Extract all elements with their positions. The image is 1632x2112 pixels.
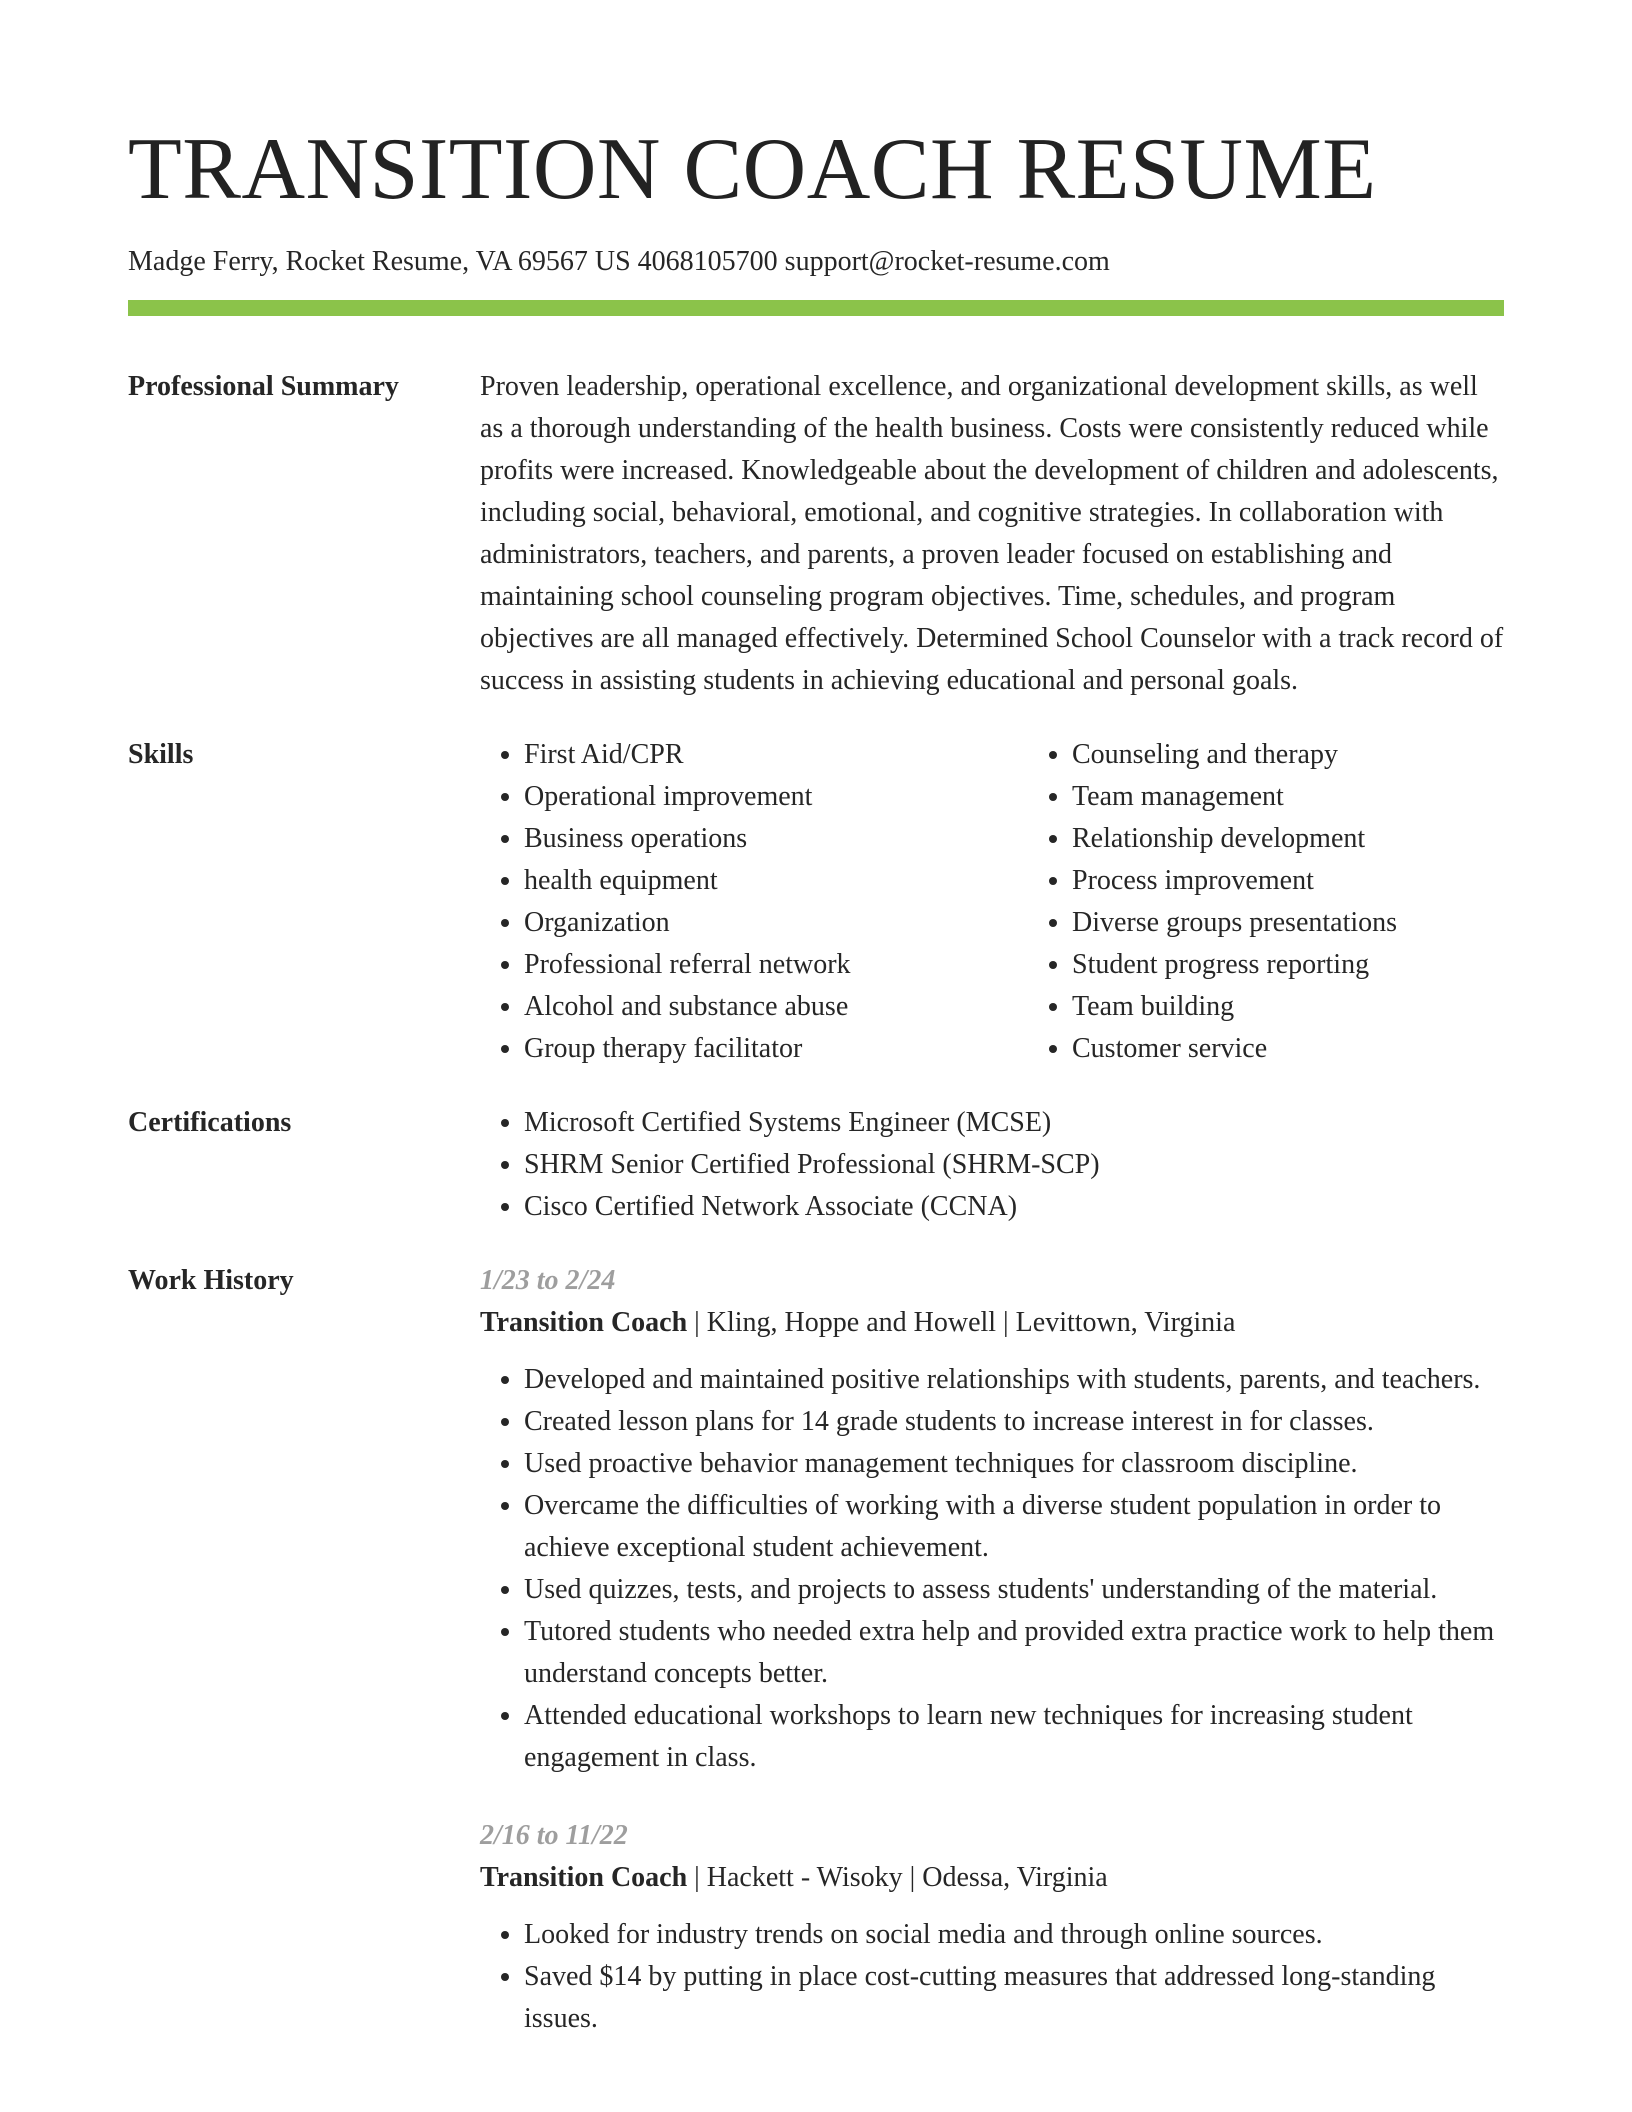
list-item: • Used proactive behavior management techniques for classroom discipline. bbox=[524, 1443, 1504, 1485]
job-dates: 1/23 to 2/24 bbox=[480, 1265, 616, 1296]
list-item: • Looked for industry trends on social media and through online sources. bbox=[524, 1914, 1504, 1956]
list-item: • Counseling and therapy bbox=[1072, 734, 1576, 776]
list-item: • Customer service bbox=[1072, 1028, 1576, 1070]
list-item: • health equipment bbox=[524, 860, 1028, 902]
section-heading-skills: Skills bbox=[128, 739, 194, 770]
job-entry bbox=[480, 1815, 1504, 2040]
skills-section bbox=[128, 734, 1504, 1070]
list-item: • Alcohol and substance abuse bbox=[524, 986, 1028, 1028]
certifications-list bbox=[480, 1102, 1504, 1228]
job-role: Transition Coach bbox=[480, 1862, 688, 1893]
job-bullets bbox=[480, 1914, 1504, 2040]
list-item: • SHRM Senior Certified Professional (SHRM-SCP) bbox=[524, 1144, 1504, 1186]
summary-text: Proven leadership, operational excellence, and organizational development skills, as well as a thorough understanding of the health business. Costs were consistently reduced while profits were increased. Knowledgeable about the development of children and adolescents, including social, behavioral, emotional, and cognitive strategies. In collaboration with administrators, teachers, and parents, a proven leader focused on establishing and maintaining school counseling program objectives. Time, schedules, and program objectives are all managed effectively. Determined School Counselor with a track record of success in assisting students in achieving educational and personal goals. bbox=[480, 371, 1504, 696]
certifications-section bbox=[128, 1102, 1504, 1228]
list-item: • Tutored students who needed extra help and provided extra practice work to help them understand concepts better. bbox=[524, 1611, 1504, 1695]
list-item: • Diverse groups presentations bbox=[1072, 902, 1576, 944]
list-item: • Business operations bbox=[524, 818, 1028, 860]
list-item: • Overcame the difficulties of working with a diverse student population in order to achieve exceptional student achievement. bbox=[524, 1485, 1504, 1569]
skills-list-right bbox=[1028, 734, 1576, 1070]
list-item: • Microsoft Certified Systems Engineer (MCSE) bbox=[524, 1102, 1504, 1144]
list-item: • Team management bbox=[1072, 776, 1576, 818]
job-bullets bbox=[480, 1359, 1504, 1779]
job-role: Transition Coach bbox=[480, 1307, 688, 1338]
job-dates: 2/16 to 11/22 bbox=[480, 1820, 628, 1851]
list-item: • Process improvement bbox=[1072, 860, 1576, 902]
list-item: • Saved $14 by putting in place cost-cutting measures that addressed long-standing issues. bbox=[524, 1956, 1504, 2040]
list-item: • Created lesson plans for 14 grade students to increase interest in for classes. bbox=[524, 1401, 1504, 1443]
job-employer-location: | Hackett - Wisoky | Odessa, Virginia bbox=[687, 1862, 1108, 1893]
contact-line: Madge Ferry, Rocket Resume, VA 69567 US 4068105700 support@rocket-resume.com bbox=[128, 246, 1110, 277]
list-item: • Attended educational workshops to learn new techniques for increasing student engagement in class. bbox=[524, 1695, 1504, 1779]
list-item: • Group therapy facilitator bbox=[524, 1028, 1028, 1070]
section-heading-summary: Professional Summary bbox=[128, 371, 399, 402]
list-item: • Team building bbox=[1072, 986, 1576, 1028]
job-employer-location: | Kling, Hoppe and Howell | Levittown, Virginia bbox=[687, 1307, 1236, 1338]
skills-list-left bbox=[480, 734, 1028, 1070]
list-item: • Cisco Certified Network Associate (CCNA) bbox=[524, 1186, 1504, 1228]
list-item: • Student progress reporting bbox=[1072, 944, 1576, 986]
resume-title: TRANSITION COACH RESUME bbox=[128, 121, 1377, 218]
section-heading-certifications: Certifications bbox=[128, 1107, 292, 1138]
list-item: • Operational improvement bbox=[524, 776, 1028, 818]
summary-section bbox=[128, 366, 1504, 702]
list-item: • Used quizzes, tests, and projects to assess students' understanding of the material. bbox=[524, 1569, 1504, 1611]
job-entry bbox=[480, 1260, 1504, 1779]
job-title-line bbox=[480, 1857, 1504, 1899]
accent-divider bbox=[128, 300, 1504, 316]
list-item: • Relationship development bbox=[1072, 818, 1576, 860]
list-item: • Organization bbox=[524, 902, 1028, 944]
section-heading-work-history: Work History bbox=[128, 1265, 294, 1296]
list-item: • Professional referral network bbox=[524, 944, 1028, 986]
list-item: • First Aid/CPR bbox=[524, 734, 1028, 776]
list-item: • Developed and maintained positive relationships with students, parents, and teachers. bbox=[524, 1359, 1504, 1401]
job-title-line bbox=[480, 1302, 1504, 1344]
work-history-section bbox=[128, 1260, 1504, 2040]
